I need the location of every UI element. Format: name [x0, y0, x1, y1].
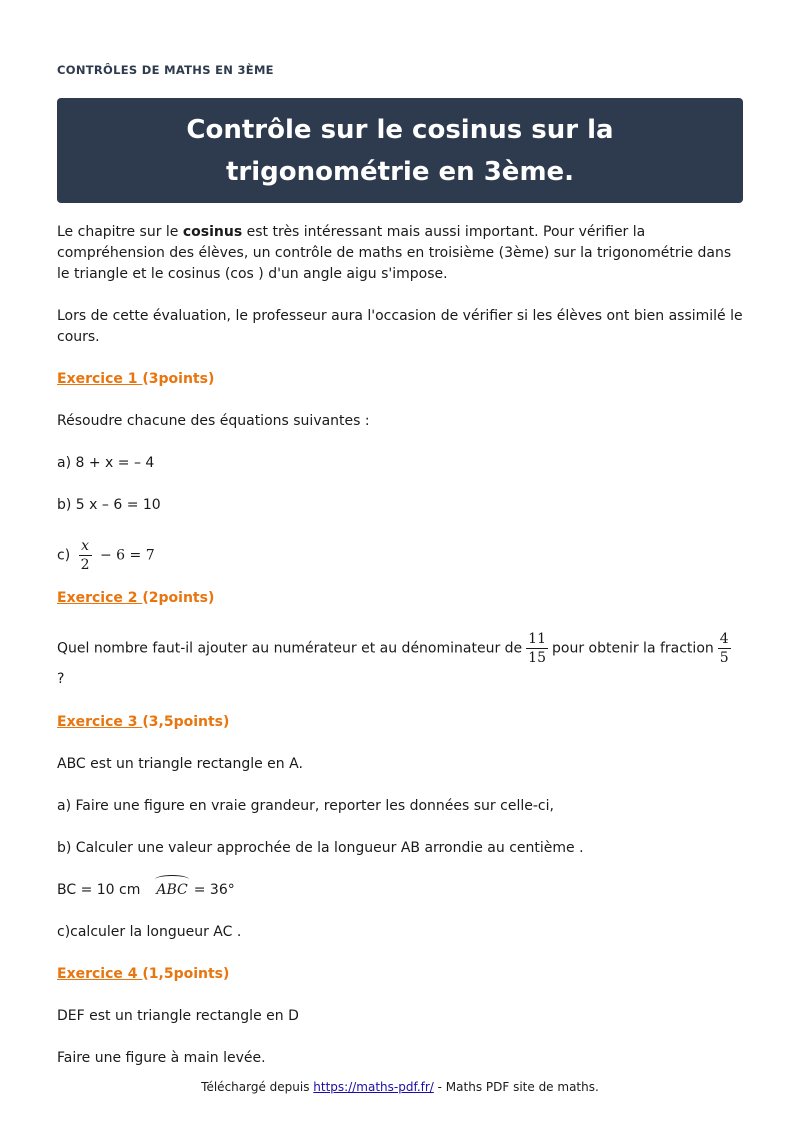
exercise-3-line-5: c)calculer la longueur AC . — [57, 924, 242, 940]
exercise-4-heading: Exercice 4 (1,5points) — [57, 966, 230, 982]
intro-paragraph-1: Le chapitre sur le cosinus est très intéressant mais aussi important. Pour vérifier la compréhension des élèves, un contrôle de maths en troisième (3ème) sur la trigonométrie dans le triangle et le cosinus (cos ) d'un angle aigu s'impose. — [57, 224, 732, 282]
exercise-1-item-b: b) 5 x – 6 = 10 — [57, 497, 161, 513]
keyword-cosinus: cosinus — [182, 224, 243, 240]
exercise-2-statement: Quel nombre faut-il ajouter au numérateur et au dénominateur de $\frac{11}{15}$ pour obtenir la fraction $\frac{4}{5}$ ? — [57, 631, 729, 687]
exercise-3-line-4: BC = 10 cm ABC = 36° — [57, 880, 743, 901]
fraction-11-over-15: $\frac{11}{15}$ — [528, 631, 546, 666]
angle-abc: ABC — [156, 880, 187, 901]
source-link[interactable]: https://maths-pdf.fr/ — [313, 1080, 434, 1094]
page-title: Contrôle sur le cosinus sur la trigonométrie en 3ème. — [186, 114, 614, 187]
exercise-2-heading: Exercice 2 (2points) — [57, 590, 215, 606]
exercise-4-line-2: Faire une figure à main levée. — [57, 1050, 266, 1066]
exercise-1-item-a: a) 8 + x = – 4 — [57, 455, 155, 471]
category-label: CONTRÔLES DE MATHS EN 3ÈME — [57, 63, 274, 77]
exercise-3-line-3: b) Calculer une valeur approchée de la longueur AB arrondie au centième . — [57, 840, 584, 856]
exercise-4-line-1: DEF est un triangle rectangle en D — [57, 1008, 299, 1024]
exercise-1-item-c: c) $\frac{x}{2}$ − 6 = 7 — [57, 538, 155, 573]
exercise-3-line-1: ABC est un triangle rectangle en A. — [57, 756, 303, 772]
exercise-3-line-2: a) Faire une figure en vraie grandeur, reporter les données sur celle-ci, — [57, 798, 554, 814]
fraction-4-over-5: $\frac{4}{5}$ — [719, 631, 729, 666]
title-banner — [57, 98, 743, 203]
intro-paragraph-2: Lors de cette évaluation, le professeur aura l'occasion de vérifier si les élèves ont bien assimilé le cours. — [57, 308, 743, 345]
exercise-1-heading: Exercice 1 (3points) — [57, 371, 215, 387]
document-body — [57, 222, 743, 1090]
footer: Téléchargé depuis https://maths-pdf.fr/ - Maths PDF site de maths. — [201, 1080, 599, 1094]
exercise-1-statement: Résoudre chacune des équations suivantes : — [57, 413, 370, 429]
exercise-3-heading: Exercice 3 (3,5points) — [57, 714, 230, 730]
fraction-x-over-2: $\frac{x}{2}$ — [80, 538, 90, 573]
